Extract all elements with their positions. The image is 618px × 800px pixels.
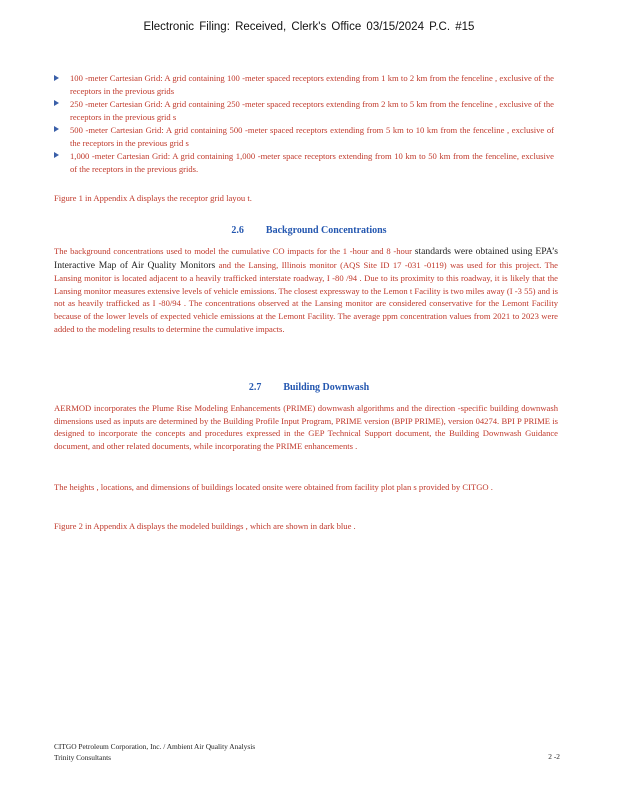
section-number: 2.7 bbox=[248, 382, 262, 393]
figure1-reference: Figure 1 in Appendix A displays the receptor grid layou t. bbox=[54, 193, 252, 203]
list-item bbox=[54, 72, 554, 97]
bullet-triangle-icon bbox=[54, 152, 59, 158]
list-item-text: 1,000 -meter Cartesian Grid: A grid containing 1,000 -meter space receptors extending from 10 km to 50 km from the fenceline, exclusive of the receptors in the previous grids. bbox=[70, 150, 554, 174]
footer-left bbox=[54, 741, 255, 763]
bullet-triangle-icon bbox=[54, 75, 59, 81]
footer-consultant: Trinity Consultants bbox=[54, 753, 112, 762]
bullet-triangle-icon bbox=[54, 126, 59, 132]
paragraph-text-dark: standards were obtained using EPA’s Interactive Map of Air Quality Monitors bbox=[54, 246, 558, 271]
list-item-text: 250 -meter Cartesian Grid: A grid containing 250 -meter spaced receptors extending from 2 km to 5 km from the fenceline , exclusive of the receptors in the previous grid s bbox=[70, 98, 554, 122]
list-item-text: 100 -meter Cartesian Grid: A grid containing 100 -meter spaced receptors extending from 1 km to 2 km from the fenceline , exclusive of the receptors in the previous grids bbox=[70, 73, 554, 96]
page-number: 2 -2 bbox=[548, 752, 560, 761]
footer-company: CITGO Petroleum Corporation, Inc. / Ambient Air Quality Analysis bbox=[54, 742, 256, 751]
bullet-triangle-icon bbox=[54, 100, 59, 106]
figure2-reference: Figure 2 in Appendix A displays the modeled buildings , which are shown in dark blue . bbox=[54, 521, 356, 531]
section-title: Building Downwash bbox=[283, 382, 370, 393]
section-title: Background Concentrations bbox=[265, 225, 387, 236]
section-heading-background bbox=[0, 225, 618, 236]
list-item bbox=[54, 124, 554, 149]
background-paragraph bbox=[54, 245, 558, 335]
filing-stamp-header: Electronic Filing: Received, Clerk's Office 03/15/2024 P.C. #15 bbox=[143, 21, 475, 33]
paragraph-text: and the Lansing, Illinois monitor (AQS Site ID 17 -031 -0119) was used for this project. The Lansing monitor is located adjacent to a heavily trafficked interstate roadway, I -80 /94 . Due to its proximity to this roadway, it is likely that the Lansing monitor measures extensive levels of vehicle emissions. The closest expressway to the Lemon t Facility is two miles away (I -3 55) and is not as heavily trafficked as I -80/94 . The concentrations observed at the Lansing monitor are considered conservative for the Lemont Facility because of the lower levels of expected vehicle emissions at the Lemont Facility. The average ppm concentration values from 2021 to 2023 were added to the modeling results to determine the cumulative impacts. bbox=[54, 259, 558, 334]
section-heading-downwash bbox=[0, 382, 618, 393]
list-item-text: 500 -meter Cartesian Grid: A grid containing 500 -meter spaced receptors extending from 5 km to 10 km from the fenceline , exclusive of the receptors in the previous grid s bbox=[70, 124, 554, 148]
section-number: 2.6 bbox=[231, 225, 244, 236]
paragraph-text: The background concentrations used to model the cumulative CO impacts for the 1 -hour and 8 -hour bbox=[54, 246, 412, 256]
list-item bbox=[54, 98, 554, 123]
list-item bbox=[54, 150, 554, 175]
downwash-paragraph-2: The heights , locations, and dimensions of buildings located onsite were obtained from facility plot plan s provided by CITGO . bbox=[54, 482, 493, 492]
downwash-paragraph-1: AERMOD incorporates the Plume Rise Modeling Enhancements (PRIME) downwash algorithms and the direction -specific building downwash dimensions used as inputs are determined by the Building Profile Input Program, PRIME version (BPIP PRIME), version 04274. BPI P PRIME is designed to incorporate the concepts and procedures expressed in the GEP Technical Support document, the Building Downwash Guidance document, and other related documents, while incorporating the PRIME enhancements . bbox=[54, 403, 558, 451]
receptor-grid-list bbox=[54, 72, 554, 176]
